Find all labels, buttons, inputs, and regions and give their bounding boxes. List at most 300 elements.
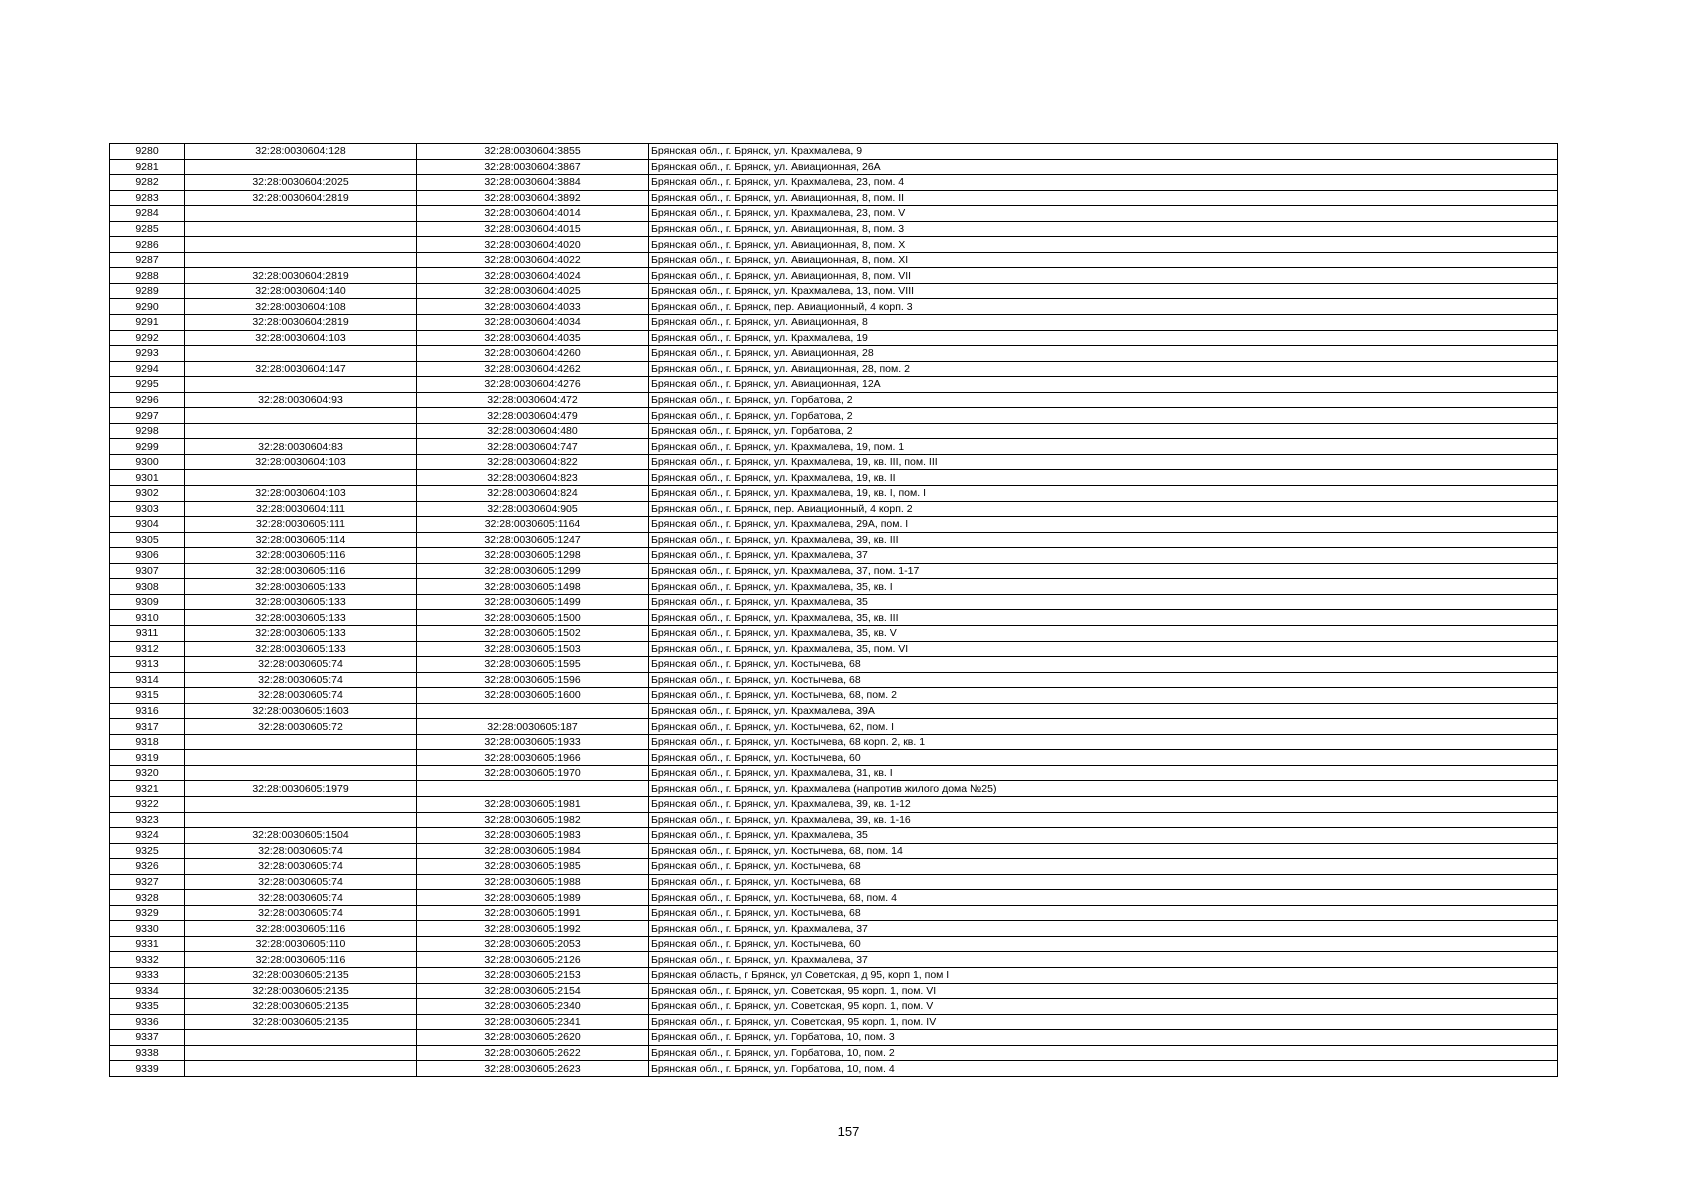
row-number-cell: 9304 <box>110 517 185 533</box>
object-cadastral-number-cell: 32:28:0030604:4015 <box>417 221 649 237</box>
row-number-cell: 9336 <box>110 1014 185 1030</box>
row-number-cell: 9287 <box>110 252 185 268</box>
object-cadastral-number-cell <box>417 781 649 797</box>
object-cadastral-number-cell: 32:28:0030605:1299 <box>417 563 649 579</box>
table-row <box>110 346 1558 362</box>
row-number-cell: 9335 <box>110 999 185 1015</box>
row-number-cell: 9327 <box>110 874 185 890</box>
table-row <box>110 874 1558 890</box>
land-plot-cadastral-number-cell: 32:28:0030605:2135 <box>185 967 417 983</box>
land-plot-cadastral-number-cell <box>185 159 417 175</box>
row-number-cell: 9317 <box>110 719 185 735</box>
table-row <box>110 517 1558 533</box>
address-cell: Брянская обл., г. Брянск, ул. Костычева, 68 <box>649 672 1558 688</box>
row-number-cell: 9328 <box>110 890 185 906</box>
row-number-cell: 9326 <box>110 859 185 875</box>
land-plot-cadastral-number-cell <box>185 221 417 237</box>
land-plot-cadastral-number-cell: 32:28:0030605:74 <box>185 874 417 890</box>
object-cadastral-number-cell: 32:28:0030604:822 <box>417 454 649 470</box>
row-number-cell: 9303 <box>110 501 185 517</box>
land-plot-cadastral-number-cell: 32:28:0030604:83 <box>185 439 417 455</box>
land-plot-cadastral-number-cell <box>185 423 417 439</box>
land-plot-cadastral-number-cell: 32:28:0030605:2135 <box>185 1014 417 1030</box>
address-cell: Брянская обл., г. Брянск, ул. Горбатова, 10, пом. 3 <box>649 1030 1558 1046</box>
table-row <box>110 439 1558 455</box>
object-cadastral-number-cell: 32:28:0030605:1970 <box>417 765 649 781</box>
table-row <box>110 237 1558 253</box>
table-row <box>110 299 1558 315</box>
address-cell: Брянская обл., г. Брянск, ул. Костычева, 68 корп. 2, кв. 1 <box>649 734 1558 750</box>
table-row <box>110 175 1558 191</box>
address-cell: Брянская обл., г. Брянск, ул. Костычева, 68, пом. 2 <box>649 688 1558 704</box>
table-row <box>110 734 1558 750</box>
table-row <box>110 268 1558 284</box>
address-cell: Брянская обл., г. Брянск, ул. Костычева, 68 <box>649 859 1558 875</box>
address-cell: Брянская обл., г. Брянск, ул. Горбатова, 2 <box>649 392 1558 408</box>
row-number-cell: 9295 <box>110 377 185 393</box>
table-row <box>110 719 1558 735</box>
object-cadastral-number-cell: 32:28:0030605:1500 <box>417 610 649 626</box>
row-number-cell: 9330 <box>110 921 185 937</box>
address-cell: Брянская обл., г. Брянск, ул. Крахмалева, 37 <box>649 952 1558 968</box>
row-number-cell: 9306 <box>110 548 185 564</box>
table-row <box>110 1030 1558 1046</box>
row-number-cell: 9320 <box>110 765 185 781</box>
row-number-cell: 9329 <box>110 905 185 921</box>
address-cell: Брянская обл., г. Брянск, ул. Костычева, 68, пом. 4 <box>649 890 1558 906</box>
row-number-cell: 9290 <box>110 299 185 315</box>
row-number-cell: 9288 <box>110 268 185 284</box>
row-number-cell: 9337 <box>110 1030 185 1046</box>
row-number-cell: 9308 <box>110 579 185 595</box>
address-cell: Брянская обл., г. Брянск, ул. Костычева, 68 <box>649 657 1558 673</box>
land-plot-cadastral-number-cell: 32:28:0030605:133 <box>185 579 417 595</box>
object-cadastral-number-cell: 32:28:0030604:3892 <box>417 190 649 206</box>
row-number-cell: 9318 <box>110 734 185 750</box>
land-plot-cadastral-number-cell <box>185 408 417 424</box>
land-plot-cadastral-number-cell: 32:28:0030605:110 <box>185 936 417 952</box>
object-cadastral-number-cell: 32:28:0030604:479 <box>417 408 649 424</box>
object-cadastral-number-cell: 32:28:0030604:4014 <box>417 206 649 222</box>
address-cell: Брянская обл., г. Брянск, ул. Крахмалева, 23, пом. V <box>649 206 1558 222</box>
land-plot-cadastral-number-cell <box>185 377 417 393</box>
object-cadastral-number-cell: 32:28:0030604:3867 <box>417 159 649 175</box>
land-plot-cadastral-number-cell: 32:28:0030605:74 <box>185 843 417 859</box>
land-plot-cadastral-number-cell: 32:28:0030604:108 <box>185 299 417 315</box>
object-cadastral-number-cell: 32:28:0030604:4033 <box>417 299 649 315</box>
land-plot-cadastral-number-cell: 32:28:0030604:128 <box>185 144 417 160</box>
object-cadastral-number-cell: 32:28:0030604:4260 <box>417 346 649 362</box>
address-cell: Брянская обл., г. Брянск, ул. Авиационная, 8, пом. XI <box>649 252 1558 268</box>
row-number-cell: 9325 <box>110 843 185 859</box>
row-number-cell: 9302 <box>110 486 185 502</box>
table-row <box>110 921 1558 937</box>
table-row <box>110 641 1558 657</box>
registry-table-body <box>110 144 1558 1077</box>
row-number-cell: 9323 <box>110 812 185 828</box>
land-plot-cadastral-number-cell <box>185 812 417 828</box>
table-row <box>110 392 1558 408</box>
address-cell: Брянская обл., г. Брянск, ул. Авиационная, 28 <box>649 346 1558 362</box>
address-cell: Брянская обл., г. Брянск, ул. Авиационная, 8, пом. VII <box>649 268 1558 284</box>
object-cadastral-number-cell: 32:28:0030605:1989 <box>417 890 649 906</box>
table-row <box>110 377 1558 393</box>
object-cadastral-number-cell: 32:28:0030605:2053 <box>417 936 649 952</box>
table-row <box>110 252 1558 268</box>
row-number-cell: 9339 <box>110 1061 185 1077</box>
table-row <box>110 283 1558 299</box>
table-row <box>110 190 1558 206</box>
address-cell: Брянская обл., г. Брянск, ул. Крахмалева, 19, кв. II <box>649 470 1558 486</box>
object-cadastral-number-cell: 32:28:0030604:4025 <box>417 283 649 299</box>
object-cadastral-number-cell: 32:28:0030604:4035 <box>417 330 649 346</box>
row-number-cell: 9298 <box>110 423 185 439</box>
address-cell: Брянская обл., г. Брянск, ул. Крахмалева, 23, пом. 4 <box>649 175 1558 191</box>
object-cadastral-number-cell: 32:28:0030605:1988 <box>417 874 649 890</box>
address-cell: Брянская обл., г. Брянск, ул. Горбатова, 10, пом. 2 <box>649 1045 1558 1061</box>
row-number-cell: 9321 <box>110 781 185 797</box>
table-row <box>110 890 1558 906</box>
address-cell: Брянская обл., г. Брянск, ул. Советская, 95 корп. 1, пом. VI <box>649 983 1558 999</box>
object-cadastral-number-cell: 32:28:0030605:2623 <box>417 1061 649 1077</box>
object-cadastral-number-cell: 32:28:0030604:3855 <box>417 144 649 160</box>
table-row <box>110 486 1558 502</box>
row-number-cell: 9307 <box>110 563 185 579</box>
land-plot-cadastral-number-cell: 32:28:0030604:103 <box>185 330 417 346</box>
table-row <box>110 703 1558 719</box>
land-plot-cadastral-number-cell: 32:28:0030605:133 <box>185 594 417 610</box>
address-cell: Брянская обл., г. Брянск, ул. Крахмалева, 39, кв. III <box>649 532 1558 548</box>
table-row <box>110 361 1558 377</box>
address-cell: Брянская обл., г. Брянск, ул. Крахмалева, 35, кв. V <box>649 625 1558 641</box>
address-cell: Брянская обл., г. Брянск, ул. Крахмалева, 19, кв. III, пом. III <box>649 454 1558 470</box>
row-number-cell: 9331 <box>110 936 185 952</box>
table-row <box>110 144 1558 160</box>
land-plot-cadastral-number-cell: 32:28:0030605:133 <box>185 625 417 641</box>
address-cell: Брянская обл., г. Брянск, ул. Авиационная, 12А <box>649 377 1558 393</box>
table-row <box>110 672 1558 688</box>
table-row <box>110 408 1558 424</box>
table-row <box>110 315 1558 331</box>
row-number-cell: 9293 <box>110 346 185 362</box>
object-cadastral-number-cell: 32:28:0030604:747 <box>417 439 649 455</box>
land-plot-cadastral-number-cell <box>185 237 417 253</box>
table-row <box>110 688 1558 704</box>
object-cadastral-number-cell: 32:28:0030604:480 <box>417 423 649 439</box>
address-cell: Брянская обл., г. Брянск, ул. Костычева, 60 <box>649 936 1558 952</box>
land-plot-cadastral-number-cell <box>185 206 417 222</box>
row-number-cell: 9282 <box>110 175 185 191</box>
row-number-cell: 9296 <box>110 392 185 408</box>
row-number-cell: 9294 <box>110 361 185 377</box>
land-plot-cadastral-number-cell: 32:28:0030605:72 <box>185 719 417 735</box>
row-number-cell: 9280 <box>110 144 185 160</box>
table-row <box>110 579 1558 595</box>
land-plot-cadastral-number-cell <box>185 252 417 268</box>
land-plot-cadastral-number-cell <box>185 750 417 766</box>
land-plot-cadastral-number-cell: 32:28:0030604:2819 <box>185 315 417 331</box>
land-plot-cadastral-number-cell: 32:28:0030605:1603 <box>185 703 417 719</box>
object-cadastral-number-cell: 32:28:0030604:3884 <box>417 175 649 191</box>
address-cell: Брянская обл., г. Брянск, ул. Крахмалева, 13, пом. VIII <box>649 283 1558 299</box>
land-plot-cadastral-number-cell: 32:28:0030604:103 <box>185 454 417 470</box>
land-plot-cadastral-number-cell: 32:28:0030605:1504 <box>185 828 417 844</box>
address-cell: Брянская обл., г. Брянск, ул. Крахмалева, 35, пом. VI <box>649 641 1558 657</box>
table-row <box>110 563 1558 579</box>
row-number-cell: 9314 <box>110 672 185 688</box>
row-number-cell: 9309 <box>110 594 185 610</box>
address-cell: Брянская обл., г. Брянск, ул. Авиационная, 28, пом. 2 <box>649 361 1558 377</box>
address-cell: Брянская обл., г. Брянск, ул. Крахмалева, 31, кв. I <box>649 765 1558 781</box>
object-cadastral-number-cell: 32:28:0030605:1247 <box>417 532 649 548</box>
address-cell: Брянская обл., г. Брянск, ул. Крахмалева, 39, кв. 1-12 <box>649 796 1558 812</box>
land-plot-cadastral-number-cell: 32:28:0030605:116 <box>185 921 417 937</box>
table-row <box>110 967 1558 983</box>
object-cadastral-number-cell: 32:28:0030604:4034 <box>417 315 649 331</box>
row-number-cell: 9310 <box>110 610 185 626</box>
address-cell: Брянская обл., г. Брянск, ул. Крахмалева, 19, пом. 1 <box>649 439 1558 455</box>
object-cadastral-number-cell: 32:28:0030605:1600 <box>417 688 649 704</box>
row-number-cell: 9316 <box>110 703 185 719</box>
table-row <box>110 657 1558 673</box>
land-plot-cadastral-number-cell: 32:28:0030605:74 <box>185 657 417 673</box>
registry-table <box>109 143 1558 1077</box>
row-number-cell: 9319 <box>110 750 185 766</box>
land-plot-cadastral-number-cell <box>185 734 417 750</box>
object-cadastral-number-cell: 32:28:0030605:1164 <box>417 517 649 533</box>
row-number-cell: 9305 <box>110 532 185 548</box>
object-cadastral-number-cell: 32:28:0030605:1298 <box>417 548 649 564</box>
row-number-cell: 9332 <box>110 952 185 968</box>
table-row <box>110 936 1558 952</box>
object-cadastral-number-cell: 32:28:0030605:1985 <box>417 859 649 875</box>
table-row <box>110 532 1558 548</box>
address-cell: Брянская обл., г. Брянск, ул. Крахмалева (напротив жилого дома №25) <box>649 781 1558 797</box>
land-plot-cadastral-number-cell: 32:28:0030605:111 <box>185 517 417 533</box>
object-cadastral-number-cell: 32:28:0030604:472 <box>417 392 649 408</box>
object-cadastral-number-cell: 32:28:0030604:4262 <box>417 361 649 377</box>
table-row <box>110 330 1558 346</box>
table-row <box>110 1045 1558 1061</box>
table-row <box>110 501 1558 517</box>
address-cell: Брянская обл., г. Брянск, ул. Крахмалева, 35, кв. III <box>649 610 1558 626</box>
object-cadastral-number-cell: 32:28:0030604:823 <box>417 470 649 486</box>
table-row <box>110 781 1558 797</box>
object-cadastral-number-cell: 32:28:0030604:4276 <box>417 377 649 393</box>
address-cell: Брянская обл., г. Брянск, ул. Крахмалева, 39А <box>649 703 1558 719</box>
object-cadastral-number-cell: 32:28:0030604:905 <box>417 501 649 517</box>
object-cadastral-number-cell: 32:28:0030605:1498 <box>417 579 649 595</box>
object-cadastral-number-cell: 32:28:0030605:1982 <box>417 812 649 828</box>
row-number-cell: 9333 <box>110 967 185 983</box>
object-cadastral-number-cell: 32:28:0030605:1595 <box>417 657 649 673</box>
row-number-cell: 9311 <box>110 625 185 641</box>
address-cell: Брянская обл., г. Брянск, ул. Костычева, 62, пом. I <box>649 719 1558 735</box>
object-cadastral-number-cell: 32:28:0030605:2154 <box>417 983 649 999</box>
row-number-cell: 9322 <box>110 796 185 812</box>
table-row <box>110 796 1558 812</box>
table-row <box>110 454 1558 470</box>
address-cell: Брянская обл., г. Брянск, ул. Авиационная, 8 <box>649 315 1558 331</box>
land-plot-cadastral-number-cell: 32:28:0030604:103 <box>185 486 417 502</box>
object-cadastral-number-cell: 32:28:0030605:2620 <box>417 1030 649 1046</box>
land-plot-cadastral-number-cell <box>185 346 417 362</box>
address-cell: Брянская обл., г. Брянск, ул. Крахмалева, 9 <box>649 144 1558 160</box>
land-plot-cadastral-number-cell: 32:28:0030605:116 <box>185 548 417 564</box>
land-plot-cadastral-number-cell: 32:28:0030605:116 <box>185 563 417 579</box>
address-cell: Брянская обл., г. Брянск, ул. Горбатова, 2 <box>649 423 1558 439</box>
row-number-cell: 9283 <box>110 190 185 206</box>
table-row <box>110 594 1558 610</box>
table-row <box>110 206 1558 222</box>
address-cell: Брянская обл., г. Брянск, ул. Костычева, 68 <box>649 874 1558 890</box>
row-number-cell: 9285 <box>110 221 185 237</box>
table-row <box>110 548 1558 564</box>
address-cell: Брянская обл., г. Брянск, ул. Советская, 95 корп. 1, пом. V <box>649 999 1558 1015</box>
row-number-cell: 9324 <box>110 828 185 844</box>
object-cadastral-number-cell: 32:28:0030605:2341 <box>417 1014 649 1030</box>
row-number-cell: 9301 <box>110 470 185 486</box>
land-plot-cadastral-number-cell <box>185 1061 417 1077</box>
address-cell: Брянская обл., г. Брянск, ул. Крахмалева, 37 <box>649 548 1558 564</box>
table-row <box>110 843 1558 859</box>
land-plot-cadastral-number-cell <box>185 796 417 812</box>
address-cell: Брянская обл., г. Брянск, ул. Крахмалева, 35, кв. I <box>649 579 1558 595</box>
table-row <box>110 423 1558 439</box>
address-cell: Брянская обл., г. Брянск, ул. Крахмалева, 37, пом. 1-17 <box>649 563 1558 579</box>
table-row <box>110 905 1558 921</box>
object-cadastral-number-cell: 32:28:0030605:1502 <box>417 625 649 641</box>
object-cadastral-number-cell: 32:28:0030605:1983 <box>417 828 649 844</box>
land-plot-cadastral-number-cell: 32:28:0030605:74 <box>185 859 417 875</box>
row-number-cell: 9292 <box>110 330 185 346</box>
row-number-cell: 9334 <box>110 983 185 999</box>
land-plot-cadastral-number-cell: 32:28:0030604:2025 <box>185 175 417 191</box>
table-row <box>110 470 1558 486</box>
land-plot-cadastral-number-cell: 32:28:0030605:74 <box>185 688 417 704</box>
table-row <box>110 610 1558 626</box>
object-cadastral-number-cell: 32:28:0030605:187 <box>417 719 649 735</box>
address-cell: Брянская обл., г. Брянск, ул. Крахмалева, 29А, пом. I <box>649 517 1558 533</box>
land-plot-cadastral-number-cell <box>185 470 417 486</box>
address-cell: Брянская обл., г. Брянск, ул. Крахмалева, 19, кв. I, пом. I <box>649 486 1558 502</box>
address-cell: Брянская обл., г. Брянск, ул. Крахмалева, 35 <box>649 594 1558 610</box>
object-cadastral-number-cell: 32:28:0030604:4022 <box>417 252 649 268</box>
page-number: 157 <box>837 1124 860 1139</box>
land-plot-cadastral-number-cell: 32:28:0030604:93 <box>185 392 417 408</box>
address-cell: Брянская обл., г. Брянск, ул. Крахмалева, 19 <box>649 330 1558 346</box>
land-plot-cadastral-number-cell: 32:28:0030604:111 <box>185 501 417 517</box>
row-number-cell: 9291 <box>110 315 185 331</box>
row-number-cell: 9289 <box>110 283 185 299</box>
table-row <box>110 1061 1558 1077</box>
land-plot-cadastral-number-cell <box>185 765 417 781</box>
address-cell: Брянская обл., г. Брянск, ул. Костычева, 68 <box>649 905 1558 921</box>
address-cell: Брянская обл., г. Брянск, ул. Горбатова, 2 <box>649 408 1558 424</box>
land-plot-cadastral-number-cell: 32:28:0030605:116 <box>185 952 417 968</box>
address-cell: Брянская обл., г. Брянск, ул. Горбатова, 10, пом. 4 <box>649 1061 1558 1077</box>
address-cell: Брянская обл., г. Брянск, ул. Костычева, 60 <box>649 750 1558 766</box>
land-plot-cadastral-number-cell: 32:28:0030604:140 <box>185 283 417 299</box>
row-number-cell: 9299 <box>110 439 185 455</box>
object-cadastral-number-cell: 32:28:0030605:2153 <box>417 967 649 983</box>
land-plot-cadastral-number-cell: 32:28:0030604:147 <box>185 361 417 377</box>
object-cadastral-number-cell: 32:28:0030605:2622 <box>417 1045 649 1061</box>
object-cadastral-number-cell: 32:28:0030605:1933 <box>417 734 649 750</box>
row-number-cell: 9312 <box>110 641 185 657</box>
row-number-cell: 9300 <box>110 454 185 470</box>
object-cadastral-number-cell: 32:28:0030605:1503 <box>417 641 649 657</box>
object-cadastral-number-cell: 32:28:0030604:824 <box>417 486 649 502</box>
land-plot-cadastral-number-cell: 32:28:0030605:1979 <box>185 781 417 797</box>
address-cell: Брянская обл., г. Брянск, ул. Крахмалева, 39, кв. 1-16 <box>649 812 1558 828</box>
address-cell: Брянская обл., г. Брянск, ул. Крахмалева, 37 <box>649 921 1558 937</box>
address-cell: Брянская область, г Брянск, ул Советская, д 95, корп 1, пом I <box>649 967 1558 983</box>
table-row <box>110 625 1558 641</box>
object-cadastral-number-cell: 32:28:0030605:1981 <box>417 796 649 812</box>
address-cell: Брянская обл., г. Брянск, пер. Авиационный, 4 корп. 3 <box>649 299 1558 315</box>
row-number-cell: 9297 <box>110 408 185 424</box>
address-cell: Брянская обл., г. Брянск, ул. Советская, 95 корп. 1, пом. IV <box>649 1014 1558 1030</box>
table-row <box>110 750 1558 766</box>
land-plot-cadastral-number-cell: 32:28:0030605:2135 <box>185 983 417 999</box>
land-plot-cadastral-number-cell: 32:28:0030605:133 <box>185 641 417 657</box>
row-number-cell: 9313 <box>110 657 185 673</box>
table-row <box>110 1014 1558 1030</box>
land-plot-cadastral-number-cell: 32:28:0030605:2135 <box>185 999 417 1015</box>
address-cell: Брянская обл., г. Брянск, ул. Авиационная, 8, пом. II <box>649 190 1558 206</box>
address-cell: Брянская обл., г. Брянск, ул. Крахмалева, 35 <box>649 828 1558 844</box>
row-number-cell: 9281 <box>110 159 185 175</box>
object-cadastral-number-cell <box>417 703 649 719</box>
address-cell: Брянская обл., г. Брянск, ул. Костычева, 68, пом. 14 <box>649 843 1558 859</box>
row-number-cell: 9284 <box>110 206 185 222</box>
land-plot-cadastral-number-cell: 32:28:0030605:74 <box>185 905 417 921</box>
address-cell: Брянская обл., г. Брянск, пер. Авиационный, 4 корп. 2 <box>649 501 1558 517</box>
land-plot-cadastral-number-cell: 32:28:0030604:2819 <box>185 268 417 284</box>
table-row <box>110 812 1558 828</box>
object-cadastral-number-cell: 32:28:0030604:4024 <box>417 268 649 284</box>
address-cell: Брянская обл., г. Брянск, ул. Авиационная, 26А <box>649 159 1558 175</box>
land-plot-cadastral-number-cell: 32:28:0030605:74 <box>185 890 417 906</box>
row-number-cell: 9286 <box>110 237 185 253</box>
table-row <box>110 983 1558 999</box>
table-row <box>110 999 1558 1015</box>
object-cadastral-number-cell: 32:28:0030605:1991 <box>417 905 649 921</box>
object-cadastral-number-cell: 32:28:0030604:4020 <box>417 237 649 253</box>
table-row <box>110 765 1558 781</box>
land-plot-cadastral-number-cell: 32:28:0030605:114 <box>185 532 417 548</box>
table-row <box>110 159 1558 175</box>
address-cell: Брянская обл., г. Брянск, ул. Авиационная, 8, пом. X <box>649 237 1558 253</box>
object-cadastral-number-cell: 32:28:0030605:1992 <box>417 921 649 937</box>
land-plot-cadastral-number-cell: 32:28:0030605:133 <box>185 610 417 626</box>
table-row <box>110 221 1558 237</box>
table-row <box>110 828 1558 844</box>
table-row <box>110 859 1558 875</box>
table-row <box>110 952 1558 968</box>
object-cadastral-number-cell: 32:28:0030605:2126 <box>417 952 649 968</box>
object-cadastral-number-cell: 32:28:0030605:1499 <box>417 594 649 610</box>
object-cadastral-number-cell: 32:28:0030605:1596 <box>417 672 649 688</box>
land-plot-cadastral-number-cell <box>185 1045 417 1061</box>
row-number-cell: 9315 <box>110 688 185 704</box>
land-plot-cadastral-number-cell: 32:28:0030604:2819 <box>185 190 417 206</box>
object-cadastral-number-cell: 32:28:0030605:2340 <box>417 999 649 1015</box>
land-plot-cadastral-number-cell <box>185 1030 417 1046</box>
row-number-cell: 9338 <box>110 1045 185 1061</box>
object-cadastral-number-cell: 32:28:0030605:1984 <box>417 843 649 859</box>
